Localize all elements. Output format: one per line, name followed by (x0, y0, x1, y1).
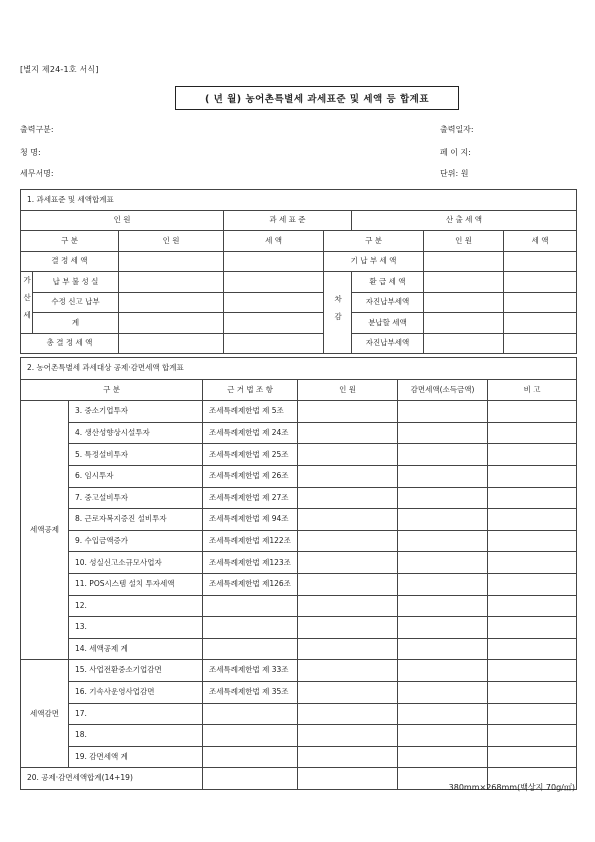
deduction-law (203, 638, 298, 660)
cell (298, 768, 398, 790)
cell (488, 660, 577, 682)
section1-col-tax-base: 과 세 표 준 (224, 210, 352, 231)
cell (504, 272, 577, 293)
cell (398, 725, 488, 747)
reduction-law (203, 746, 298, 768)
deduction-name: 10. 성실신고소규모사업자 (69, 552, 203, 574)
cell (488, 401, 577, 423)
cell (298, 530, 398, 552)
cell (488, 681, 577, 703)
cell (504, 292, 577, 313)
deduction-group-label: 세액공제 (21, 401, 69, 660)
cell (298, 552, 398, 574)
cell (298, 638, 398, 660)
section1-heading: 1. 과세표준 및 세액합계표 (21, 190, 577, 211)
page-label: 페 이 지: (440, 148, 471, 157)
cell (488, 487, 577, 509)
row-amended-return: 수정 신고 납부 (33, 292, 119, 313)
deduction-name: 5. 특정설비투자 (69, 444, 203, 466)
deduction-law: 조세특례제한법 제 27조 (203, 487, 298, 509)
cell (488, 638, 577, 660)
section2-heading: 2. 농어촌특별세 과세대상 공제·감면세액 합계표 (21, 358, 577, 380)
cell (488, 444, 577, 466)
row-refund-tax: 환 급 세 액 (352, 272, 424, 293)
row-unfaithful-payment: 납 부 불 성 실 (33, 272, 119, 293)
tax-base-summary-table (20, 189, 577, 354)
cell (298, 573, 398, 595)
deduction-name: 14. 세액공제 계 (69, 638, 203, 660)
cell (424, 313, 504, 334)
section1-col-amount: 세 액 (224, 231, 324, 252)
cell (398, 465, 488, 487)
deduction-law: 조세특례제한법 제 24조 (203, 422, 298, 444)
cell (398, 530, 488, 552)
deduction-name: 9. 수입금액증가 (69, 530, 203, 552)
section1-col-category-right: 구 분 (324, 231, 424, 252)
cell (298, 681, 398, 703)
deduction-name: 4. 생산성향상시설투자 (69, 422, 203, 444)
deduction-name: 3. 중소기업투자 (69, 401, 203, 423)
cell (298, 465, 398, 487)
cell (224, 292, 324, 313)
reduction-name: 19. 감면세액 계 (69, 746, 203, 768)
deduction-name: 8. 근로자복지증진 설비투자 (69, 509, 203, 531)
deduction-law: 조세특례제한법 제 25조 (203, 444, 298, 466)
cell (298, 746, 398, 768)
form-title: ( 년 월) 농어촌특별세 과세표준 및 세액 등 합계표 (175, 86, 459, 110)
reduction-law (203, 703, 298, 725)
cell (298, 487, 398, 509)
cell (398, 617, 488, 639)
reduction-name: 17. (69, 703, 203, 725)
cell (398, 509, 488, 531)
reduction-law: 조세특례제한법 제 33조 (203, 660, 298, 682)
cell (224, 251, 324, 272)
section1-col-calc-tax: 산 출 세 액 (352, 210, 577, 231)
deduction-law (203, 595, 298, 617)
cell (224, 272, 324, 293)
output-type-label: 출력구분: (20, 125, 54, 134)
deduction-reduction-table (20, 357, 577, 790)
deduction-name: 12. (69, 595, 203, 617)
cell (424, 333, 504, 354)
cell (298, 401, 398, 423)
cell (119, 333, 224, 354)
section1-col-category: 구 분 (21, 231, 119, 252)
output-date-label: 출력일자: (440, 125, 474, 134)
row-grand-total: 20. 공제·감면세액합계(14+19) (21, 768, 203, 790)
reduction-law: 조세특례제한법 제 35조 (203, 681, 298, 703)
deduction-law: 조세특례제한법 제 26조 (203, 465, 298, 487)
penalty-group-label: 가산세 (21, 272, 33, 334)
cell (119, 292, 224, 313)
cell (398, 681, 488, 703)
row-determined-tax: 결 정 세 액 (21, 251, 119, 272)
cell (203, 768, 298, 790)
cell (488, 509, 577, 531)
cell (488, 725, 577, 747)
row-self-payment: 자진납부세액 (352, 292, 424, 313)
cell (488, 465, 577, 487)
reduction-name: 16. 기속사운영사업감면 (69, 681, 203, 703)
cell (398, 422, 488, 444)
section1-col-count-right: 인 원 (424, 231, 504, 252)
cell (119, 251, 224, 272)
section2-col-count: 인 원 (298, 379, 398, 401)
row-installment-tax: 분납할 세액 (352, 313, 424, 334)
deduction-name: 7. 중고설비투자 (69, 487, 203, 509)
cell (398, 444, 488, 466)
cell (298, 617, 398, 639)
cell (488, 573, 577, 595)
cell (298, 660, 398, 682)
cell (398, 573, 488, 595)
reduction-name: 15. 사업전환중소기업감면 (69, 660, 203, 682)
cell (119, 313, 224, 334)
cell (488, 746, 577, 768)
deduction-name: 6. 임시투자 (69, 465, 203, 487)
cell (224, 313, 324, 334)
cell (424, 251, 504, 272)
deduction-name: 11. POS시스템 설치 투자세액 (69, 573, 203, 595)
cell (488, 703, 577, 725)
cell (504, 313, 577, 334)
cell (424, 272, 504, 293)
deduction-law: 조세특례제한법 제122조 (203, 530, 298, 552)
cell (398, 746, 488, 768)
deduction-law: 조세특례제한법 제123조 (203, 552, 298, 574)
cell (398, 638, 488, 660)
unit-label: 단위: 원 (440, 169, 469, 178)
cell (398, 703, 488, 725)
section1-col-amount-right: 세 액 (504, 231, 577, 252)
cell (224, 333, 324, 354)
office-label: 청 명: (20, 148, 41, 157)
deduction-name: 13. (69, 617, 203, 639)
cell (398, 660, 488, 682)
cell (488, 552, 577, 574)
deduction-law: 조세특례제한법 제 94조 (203, 509, 298, 531)
row-prepaid-tax: 기 납 부 세 액 (324, 251, 424, 272)
cell (398, 487, 488, 509)
deduction-law: 조세특례제한법 제126조 (203, 573, 298, 595)
reduction-name: 18. (69, 725, 203, 747)
cell (298, 703, 398, 725)
reduction-group-label: 세액감면 (21, 660, 69, 768)
cell (298, 509, 398, 531)
cell (488, 530, 577, 552)
cell (298, 422, 398, 444)
cell (398, 552, 488, 574)
cell (504, 251, 577, 272)
cell (119, 272, 224, 293)
cell (398, 401, 488, 423)
reduction-law (203, 725, 298, 747)
section1-col-persons: 인 원 (21, 210, 224, 231)
row-penalty-total: 계 (33, 313, 119, 334)
tax-office-label: 세무서명: (20, 169, 54, 178)
deduction-law: 조세특례제한법 제 5조 (203, 401, 298, 423)
cell (298, 725, 398, 747)
section1-col-count: 인 원 (119, 231, 224, 252)
cell (504, 333, 577, 354)
form-reference: [별지 제24-1호 서식] (20, 65, 99, 74)
deduction-law (203, 617, 298, 639)
cell (488, 595, 577, 617)
row-self-payment-2: 자진납부세액 (352, 333, 424, 354)
cell (398, 595, 488, 617)
cell (424, 292, 504, 313)
section2-col-category: 구 분 (21, 379, 203, 401)
cell (488, 617, 577, 639)
section2-col-law: 근 거 법 조 항 (203, 379, 298, 401)
section2-col-amount: 감면세액(소득금액) (398, 379, 488, 401)
section2-col-note: 비 고 (488, 379, 577, 401)
row-total-determined-tax: 총 결 정 세 액 (21, 333, 119, 354)
cell (488, 422, 577, 444)
cell (298, 595, 398, 617)
paper-spec: 380mm×268mm(백상지 70g/㎡) (448, 783, 575, 792)
deduction-group-label: 차감 (324, 272, 352, 354)
cell (298, 444, 398, 466)
